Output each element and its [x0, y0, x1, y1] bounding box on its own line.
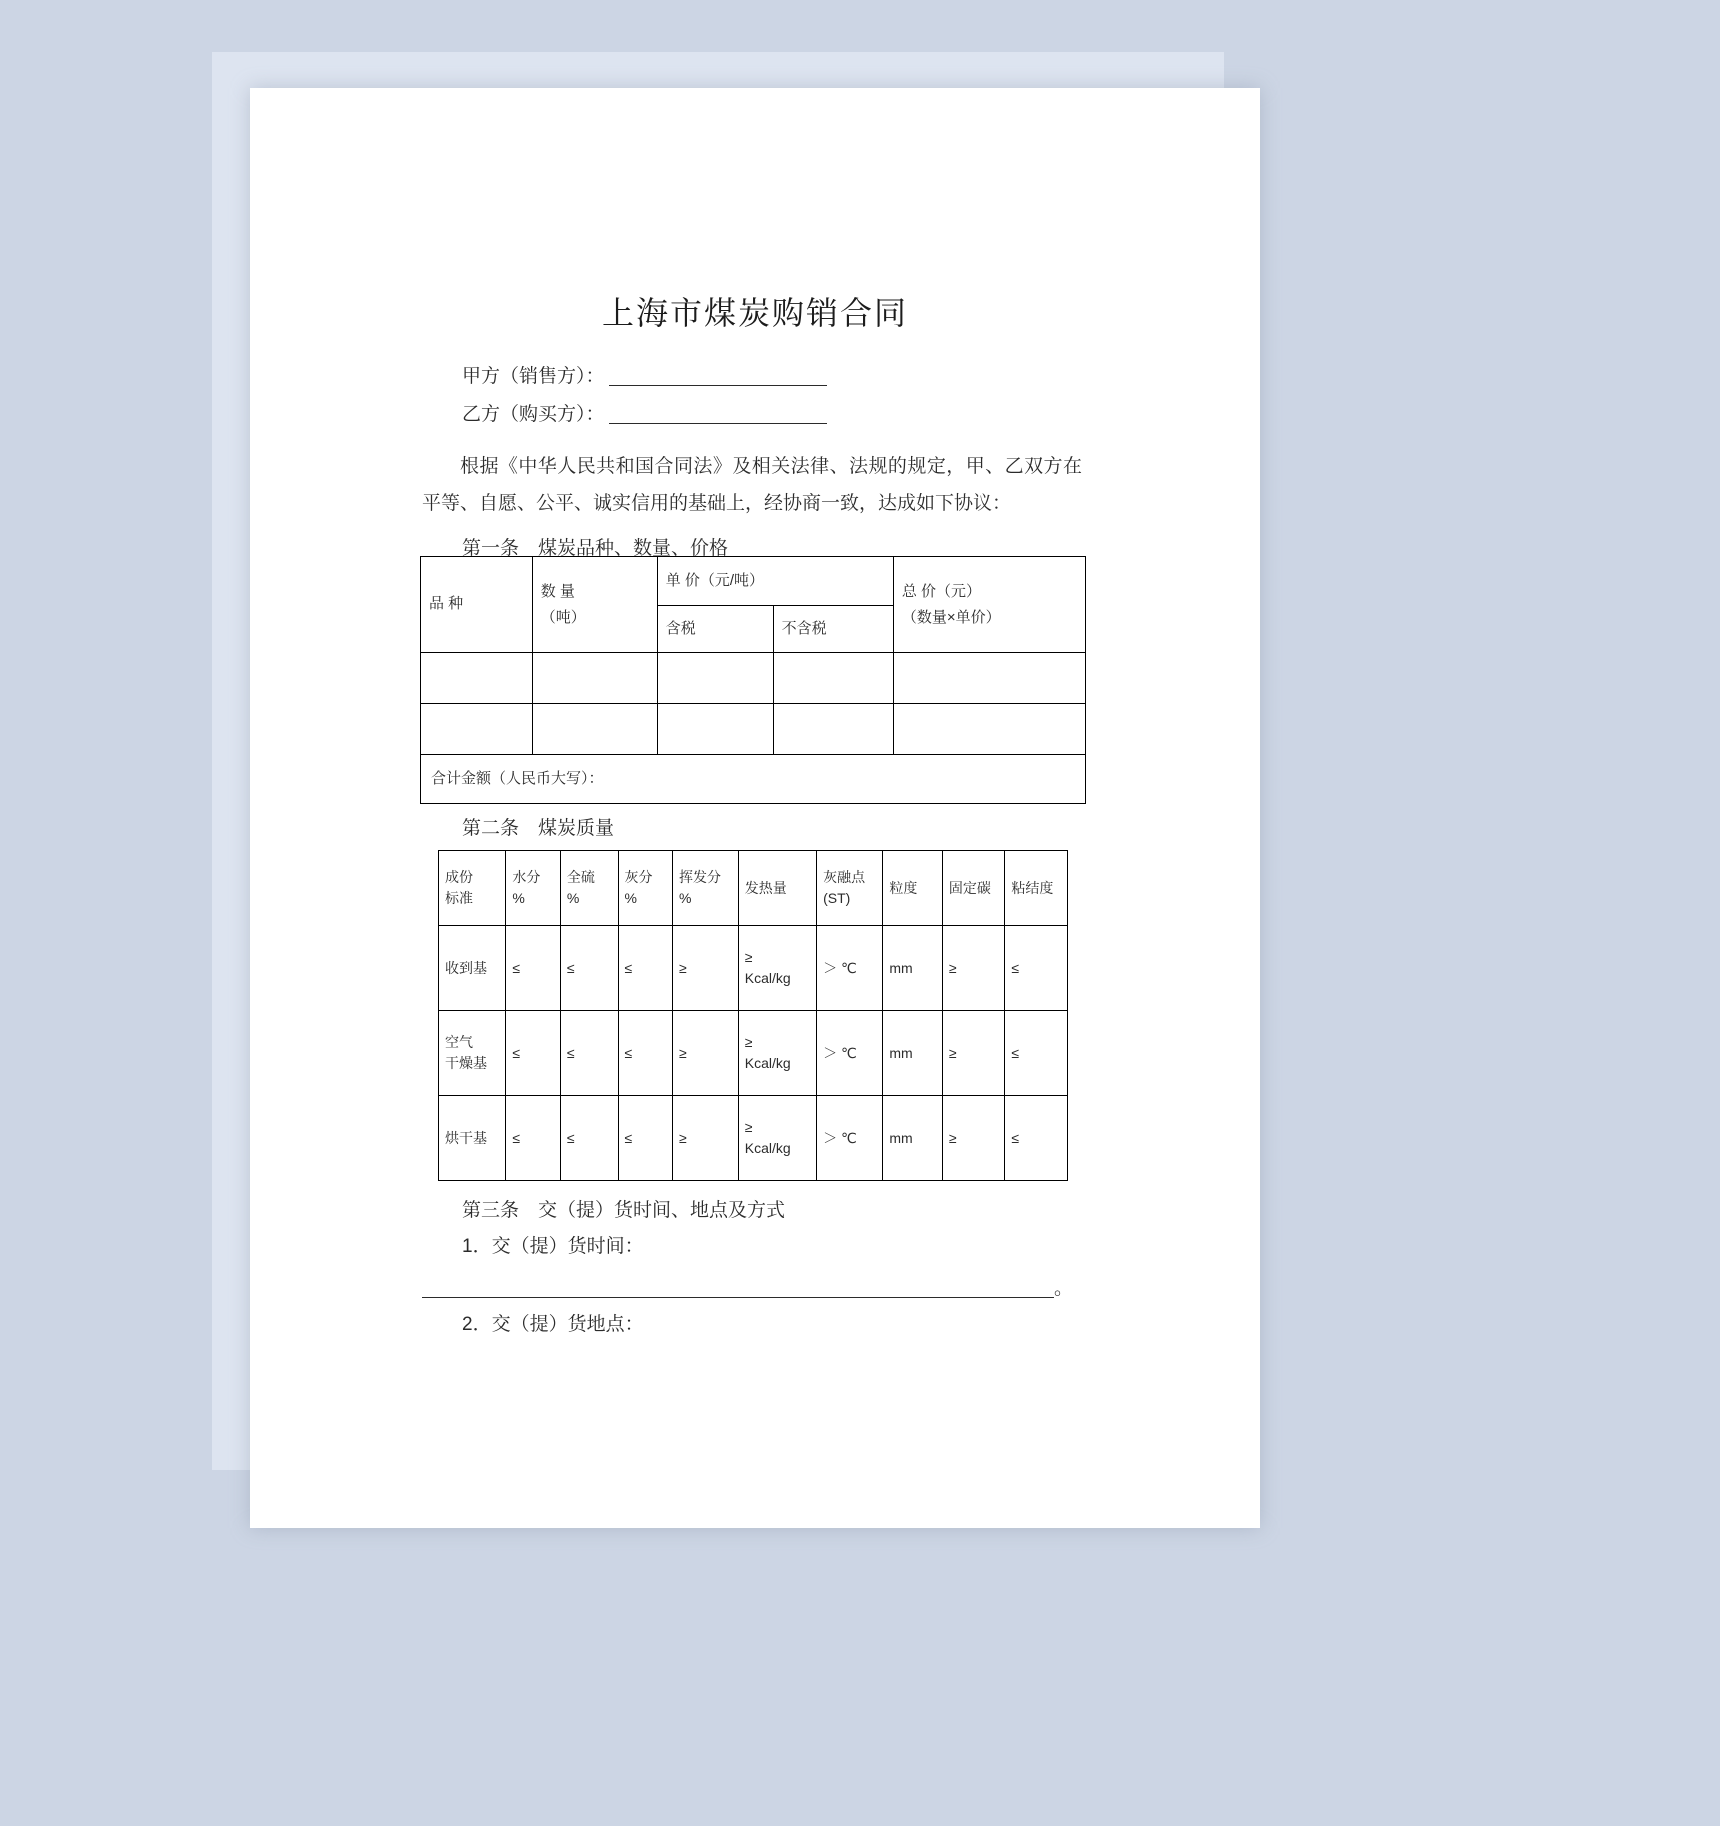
quality-cell-fixed-carbon[interactable]: ≥ [942, 1096, 1005, 1181]
clause-3-heading: 第三条 交（提）货时间、地点及方式 [462, 1200, 786, 1221]
quality-cell-moisture[interactable]: ≤ [506, 1096, 560, 1181]
quality-cell-volatile[interactable]: ≥ [672, 1096, 738, 1181]
quality-cell-fixed-carbon[interactable]: ≥ [942, 926, 1005, 1011]
quality-header-ash-unit: % [624, 890, 637, 906]
party-a-label: 甲方（销售方）： [462, 366, 605, 387]
quality-cell-basis-line1: 收到基 [445, 959, 487, 976]
quality-cell-basis-line1: 空气 [445, 1034, 473, 1050]
party-b-blank[interactable] [609, 423, 827, 424]
quality-cell-ash-melting[interactable]: ＞ ℃ [817, 1096, 883, 1181]
quality-cell-calorific-op: ≥ [744, 949, 753, 965]
quality-header-ash [618, 851, 672, 926]
price-table [420, 556, 1086, 804]
quality-cell-volatile[interactable]: ≥ [672, 1011, 738, 1096]
quality-header-moisture-label: 水分 [512, 869, 541, 885]
price-cell-variety[interactable] [421, 704, 533, 755]
quality-cell-calorific[interactable] [738, 1096, 816, 1181]
party-b-line [462, 398, 827, 431]
price-cell-tax-excluded[interactable] [773, 704, 893, 755]
price-header-total [893, 557, 1085, 653]
delivery-time-fill-line[interactable] [422, 1272, 1082, 1305]
price-cell-quantity[interactable] [532, 704, 657, 755]
price-header-total-label: 总 价（元） [901, 583, 981, 600]
page-title: 上海市煤炭购销合同 [601, 295, 908, 331]
quality-table-row[interactable] [439, 926, 1068, 1011]
quality-header-ash-melting-unit: (ST) [823, 890, 851, 906]
quality-table [438, 850, 1068, 1181]
price-cell-total[interactable] [893, 704, 1085, 755]
quality-cell-ash-melting[interactable]: ＞ ℃ [817, 1011, 883, 1096]
delivery-place-item: 2．交（提）货地点： [462, 1314, 644, 1335]
quality-cell-moisture[interactable]: ≤ [506, 1011, 560, 1096]
quality-cell-calorific-unit: Kcal/kg [744, 970, 791, 986]
price-header-total-formula: （数量×单价） [901, 608, 1001, 626]
document-sheet[interactable] [250, 88, 1260, 1528]
quality-cell-granularity[interactable]: mm [883, 1096, 942, 1181]
quality-table-row[interactable] [439, 1096, 1068, 1181]
quality-cell-basis [439, 926, 506, 1011]
quality-header-volatile-unit: % [678, 890, 692, 906]
quality-cell-calorific-unit: Kcal/kg [744, 1055, 791, 1071]
quality-header-moisture-unit: % [512, 890, 525, 906]
quality-cell-calorific-op: ≥ [744, 1119, 753, 1135]
delivery-time-item: 1．交（提）货时间： [462, 1236, 644, 1257]
quality-header-component-line1: 成份 [445, 869, 473, 885]
party-a-line [462, 360, 827, 393]
quality-cell-total-sulfur[interactable]: ≤ [560, 1011, 618, 1096]
delivery-time-blank[interactable] [422, 1297, 1054, 1298]
preamble-paragraph: 根据《中华人民共和国合同法》及相关法律、法规的规定，甲、乙双方在平等、自愿、公平、诚实信用的基础上，经协商一致，达成如下协议： [422, 456, 1082, 515]
quality-cell-basis [439, 1011, 506, 1096]
quality-cell-total-sulfur[interactable]: ≤ [560, 1096, 618, 1181]
price-header-quantity [532, 557, 657, 653]
quality-header-ash-label: 灰分 [624, 869, 653, 885]
price-header-unit-price: 单 价（元/吨） [657, 557, 893, 606]
quality-cell-fixed-carbon[interactable]: ≥ [942, 1011, 1005, 1096]
quality-cell-total-sulfur[interactable]: ≤ [560, 926, 618, 1011]
quality-cell-caking[interactable]: ≤ [1005, 1011, 1068, 1096]
quality-header-ash-melting [817, 851, 883, 926]
quality-cell-caking[interactable]: ≤ [1005, 926, 1068, 1011]
quality-header-moisture [506, 851, 560, 926]
quality-cell-caking[interactable]: ≤ [1005, 1096, 1068, 1181]
price-cell-tax-excluded[interactable] [773, 653, 893, 704]
price-header-variety: 品 种 [421, 557, 533, 653]
quality-cell-basis [439, 1096, 506, 1181]
price-header-tax-included: 含税 [657, 606, 773, 653]
price-table-header-row [421, 557, 1086, 606]
quality-table-header-row [439, 851, 1068, 926]
quality-cell-basis-line2: 干燥基 [445, 1055, 487, 1071]
price-table-row[interactable] [421, 704, 1086, 755]
price-sum-label[interactable]: 合计金额（人民币大写）： [421, 755, 1086, 804]
quality-header-component [439, 851, 506, 926]
clause-1-heading: 第一条 煤炭品种、数量、价格 [462, 538, 729, 559]
quality-cell-calorific-op: ≥ [744, 1034, 753, 1050]
price-header-quantity-unit: （吨） [540, 608, 586, 626]
party-b-label: 乙方（购买方）： [462, 404, 605, 425]
quality-header-total-sulfur-unit: % [566, 890, 580, 906]
quality-cell-calorific[interactable] [738, 926, 816, 1011]
price-cell-tax-included[interactable] [657, 653, 773, 704]
quality-cell-ash[interactable]: ≤ [618, 926, 672, 1011]
quality-cell-ash[interactable]: ≤ [618, 1011, 672, 1096]
price-header-quantity-label: 数 量 [540, 583, 575, 600]
quality-header-total-sulfur [560, 851, 618, 926]
quality-header-granularity: 粒度 [883, 851, 942, 926]
document-body [250, 88, 1260, 1528]
delivery-time-terminator: 。 [1054, 1278, 1074, 1299]
clause-2-heading: 第二条 煤炭质量 [462, 818, 615, 839]
price-cell-variety[interactable] [421, 653, 533, 704]
quality-header-volatile [672, 851, 738, 926]
quality-header-total-sulfur-label: 全硫 [566, 869, 595, 885]
price-cell-total[interactable] [893, 653, 1085, 704]
price-table-row[interactable] [421, 653, 1086, 704]
quality-cell-calorific-unit: Kcal/kg [744, 1140, 791, 1156]
quality-cell-granularity[interactable]: mm [883, 1011, 942, 1096]
price-cell-quantity[interactable] [532, 653, 657, 704]
party-a-blank[interactable] [609, 385, 827, 386]
price-table-sum-row[interactable] [421, 755, 1086, 804]
quality-cell-granularity[interactable]: mm [883, 926, 942, 1011]
quality-header-component-line2: 标准 [445, 890, 473, 906]
quality-cell-volatile[interactable]: ≥ [672, 926, 738, 1011]
quality-header-volatile-label: 挥发分 [678, 869, 721, 885]
quality-cell-ash-melting[interactable]: ＞ ℃ [817, 926, 883, 1011]
quality-header-caking: 粘结度 [1005, 851, 1068, 926]
quality-header-calorific: 发热量 [738, 851, 816, 926]
quality-table-row[interactable] [439, 1011, 1068, 1096]
quality-header-fixed-carbon: 固定碳 [942, 851, 1005, 926]
quality-header-ash-melting-label: 灰融点 [823, 869, 866, 885]
quality-cell-moisture[interactable]: ≤ [506, 926, 560, 1011]
quality-cell-basis-line1: 烘干基 [445, 1129, 487, 1146]
quality-cell-calorific[interactable] [738, 1011, 816, 1096]
price-cell-tax-included[interactable] [657, 704, 773, 755]
quality-cell-ash[interactable]: ≤ [618, 1096, 672, 1181]
price-header-tax-excluded: 不含税 [773, 606, 893, 653]
